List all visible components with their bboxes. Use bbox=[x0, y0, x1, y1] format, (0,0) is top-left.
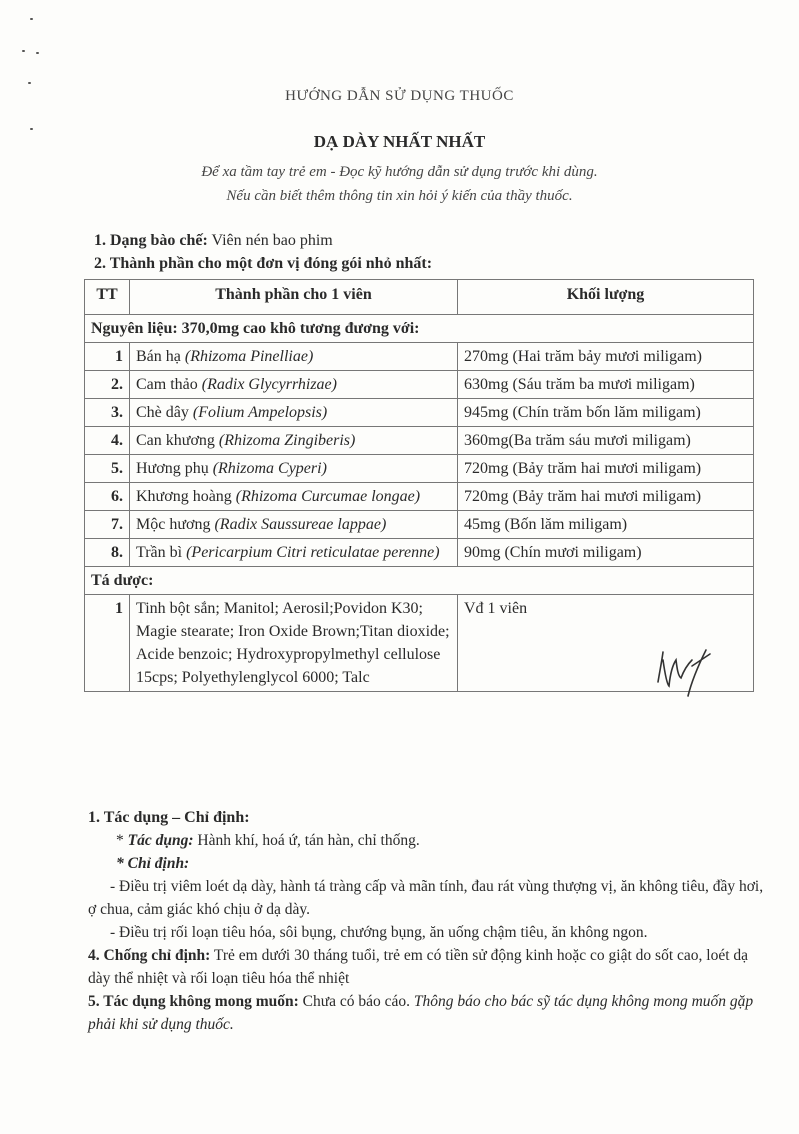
ingredient-name: Khương hoàng bbox=[136, 488, 236, 505]
scan-speck bbox=[22, 50, 25, 52]
amount-cell: 945mg (Chín trăm bốn lăm miligam) bbox=[458, 399, 754, 427]
scan-speck bbox=[28, 82, 31, 84]
ingredient-latin: (Rhizoma Pinelliae) bbox=[184, 348, 314, 365]
ingredient-cell bbox=[130, 511, 458, 539]
table-row bbox=[85, 427, 754, 455]
table-row bbox=[85, 371, 754, 399]
indication-item-2: - Điều trị rối loạn tiêu hóa, sôi bụng, chướng bụng, ăn uống chậm tiêu, ăn không ngon. bbox=[110, 924, 648, 941]
excipient-cell: Tinh bột sắn; Manitol; Aerosil;Povidon K30; Magie stearate; Iron Oxide Brown;Titan dioxide; Acide benzoic; Hydroxypropylmethyl cellulose 15cps; Polyethylenglycol 6000; Talc bbox=[130, 595, 458, 692]
ingredient-name: Trần bì bbox=[136, 544, 187, 561]
table-header-row bbox=[85, 280, 754, 315]
side-effects-paragraph bbox=[88, 990, 768, 1036]
table-row bbox=[85, 511, 754, 539]
ingredient-latin: (Rhizoma Curcumae longae) bbox=[235, 488, 421, 505]
row-number: 1 bbox=[85, 595, 130, 692]
side-effects-note: Thông báo cho bác sỹ tác dụng không mong muốn gặp phải khi sử dụng thuốc. bbox=[88, 993, 754, 1033]
ingredient-name: Mộc hương bbox=[136, 516, 215, 533]
ingredient-cell bbox=[130, 399, 458, 427]
group-row-excipients bbox=[85, 567, 754, 595]
indication-item-1: - Điều trị viêm loét dạ dày, hành tá tràng cấp và mãn tính, đau rát vùng thượng vị, ăn không tiêu, đầy hơi, ợ chua, cảm giác khó chịu ở dạ dày. bbox=[88, 878, 764, 918]
ingredient-latin: (Folium Ampelopsis) bbox=[192, 404, 328, 421]
ingredient-name: Chè dây bbox=[136, 404, 193, 421]
scan-speck bbox=[30, 18, 33, 20]
dosage-form-value: Viên nén bao phim bbox=[207, 232, 333, 249]
ingredient-latin: (Radix Saussureae lappae) bbox=[214, 516, 387, 533]
composition-heading: 2. Thành phần cho một đơn vị đóng gói nhỏ nhất: bbox=[94, 255, 433, 272]
table-row bbox=[85, 399, 754, 427]
row-number: 6. bbox=[85, 483, 130, 511]
row-number: 4. bbox=[85, 427, 130, 455]
group-label-materials: Nguyên liệu: 370,0mg cao khô tương đương với: bbox=[85, 315, 754, 343]
side-effects-label: 5. Tác dụng không mong muốn: bbox=[88, 993, 299, 1010]
header-tt: TT bbox=[85, 280, 130, 315]
amount-cell: 720mg (Bảy trăm hai mươi miligam) bbox=[458, 455, 754, 483]
group-label-excipients: Tá dược: bbox=[85, 567, 754, 595]
header-ingredient: Thành phần cho 1 viên bbox=[130, 280, 458, 315]
table-row bbox=[85, 539, 754, 567]
side-effects-text: Chưa có báo cáo. bbox=[298, 993, 414, 1010]
signature-mark bbox=[648, 640, 718, 700]
amount-cell: 360mg(Ba trăm sáu mươi miligam) bbox=[458, 427, 754, 455]
amount-cell: 720mg (Bảy trăm hai mươi miligam) bbox=[458, 483, 754, 511]
ingredient-cell bbox=[130, 539, 458, 567]
contraindication-paragraph bbox=[88, 944, 768, 990]
table-row bbox=[85, 455, 754, 483]
ingredient-latin: (Rhizoma Cyperi) bbox=[212, 460, 327, 477]
row-number: 8. bbox=[85, 539, 130, 567]
dosage-form bbox=[94, 232, 333, 250]
effect-text: Hành khí, hoá ứ, tán hàn, chỉ thống. bbox=[193, 832, 420, 849]
section-effects bbox=[88, 806, 768, 1036]
table-row bbox=[85, 343, 754, 371]
row-number: 5. bbox=[85, 455, 130, 483]
effect-label: Tác dụng: bbox=[127, 832, 194, 849]
ingredient-name: Cam thảo bbox=[136, 376, 202, 393]
amount-cell: Vđ 1 viên bbox=[458, 595, 754, 692]
amount-cell: 45mg (Bốn lăm miligam) bbox=[458, 511, 754, 539]
dosage-form-label: 1. Dạng bào chế: bbox=[94, 232, 208, 249]
row-number: 3. bbox=[85, 399, 130, 427]
contraindication-text: Trẻ em dưới 30 tháng tuổi, trẻ em có tiền sử động kinh hoặc co giật do sốt cao, loét dạ dày thể nhiệt và rối loạn tiêu hóa thể nhiệt bbox=[88, 947, 749, 987]
scan-speck bbox=[36, 52, 39, 54]
scan-speck bbox=[30, 128, 33, 130]
row-number: 2. bbox=[85, 371, 130, 399]
contraindication-label: 4. Chống chỉ định: bbox=[88, 947, 211, 964]
warning-line-1: Để xa tầm tay trẻ em - Đọc kỹ hướng dẫn sử dụng trước khi dùng. bbox=[201, 164, 598, 180]
group-row-materials bbox=[85, 315, 754, 343]
header-amount: Khối lượng bbox=[458, 280, 754, 315]
ingredient-name: Hương phụ bbox=[136, 460, 213, 477]
document-header: HƯỚNG DẪN SỬ DỤNG THUỐC bbox=[285, 88, 514, 104]
ingredient-latin: (Rhizoma Zingiberis) bbox=[218, 432, 356, 449]
ingredient-latin: (Radix Glycyrrhizae) bbox=[201, 376, 337, 393]
warning-line-2: Nếu cần biết thêm thông tin xin hỏi ý kiến của thầy thuốc. bbox=[226, 188, 573, 204]
ingredients-table bbox=[84, 279, 754, 692]
amount-cell: 90mg (Chín mươi miligam) bbox=[458, 539, 754, 567]
amount-cell: 270mg (Hai trăm bảy mươi miligam) bbox=[458, 343, 754, 371]
amount-cell: 630mg (Sáu trăm ba mươi miligam) bbox=[458, 371, 754, 399]
row-number: 1 bbox=[85, 343, 130, 371]
indication-label: Chỉ định: bbox=[127, 855, 190, 872]
ingredient-cell bbox=[130, 343, 458, 371]
ingredient-name: Can khương bbox=[136, 432, 219, 449]
ingredient-cell bbox=[130, 427, 458, 455]
effects-heading: 1. Tác dụng – Chỉ định: bbox=[88, 809, 250, 826]
ingredient-cell bbox=[130, 371, 458, 399]
ingredient-cell bbox=[130, 455, 458, 483]
effect-line: * Tác dụng: Hành khí, hoá ứ, tán hàn, chỉ thống. bbox=[116, 832, 420, 849]
ingredient-cell bbox=[130, 483, 458, 511]
indication-line: * Chỉ định: bbox=[116, 855, 190, 872]
row-number: 7. bbox=[85, 511, 130, 539]
ingredient-latin: (Pericarpium Citri reticulatae perenne) bbox=[186, 544, 440, 561]
ingredient-name: Bán hạ bbox=[136, 348, 185, 365]
product-title: DẠ DÀY NHẤT NHẤT bbox=[313, 132, 486, 151]
table-row bbox=[85, 483, 754, 511]
